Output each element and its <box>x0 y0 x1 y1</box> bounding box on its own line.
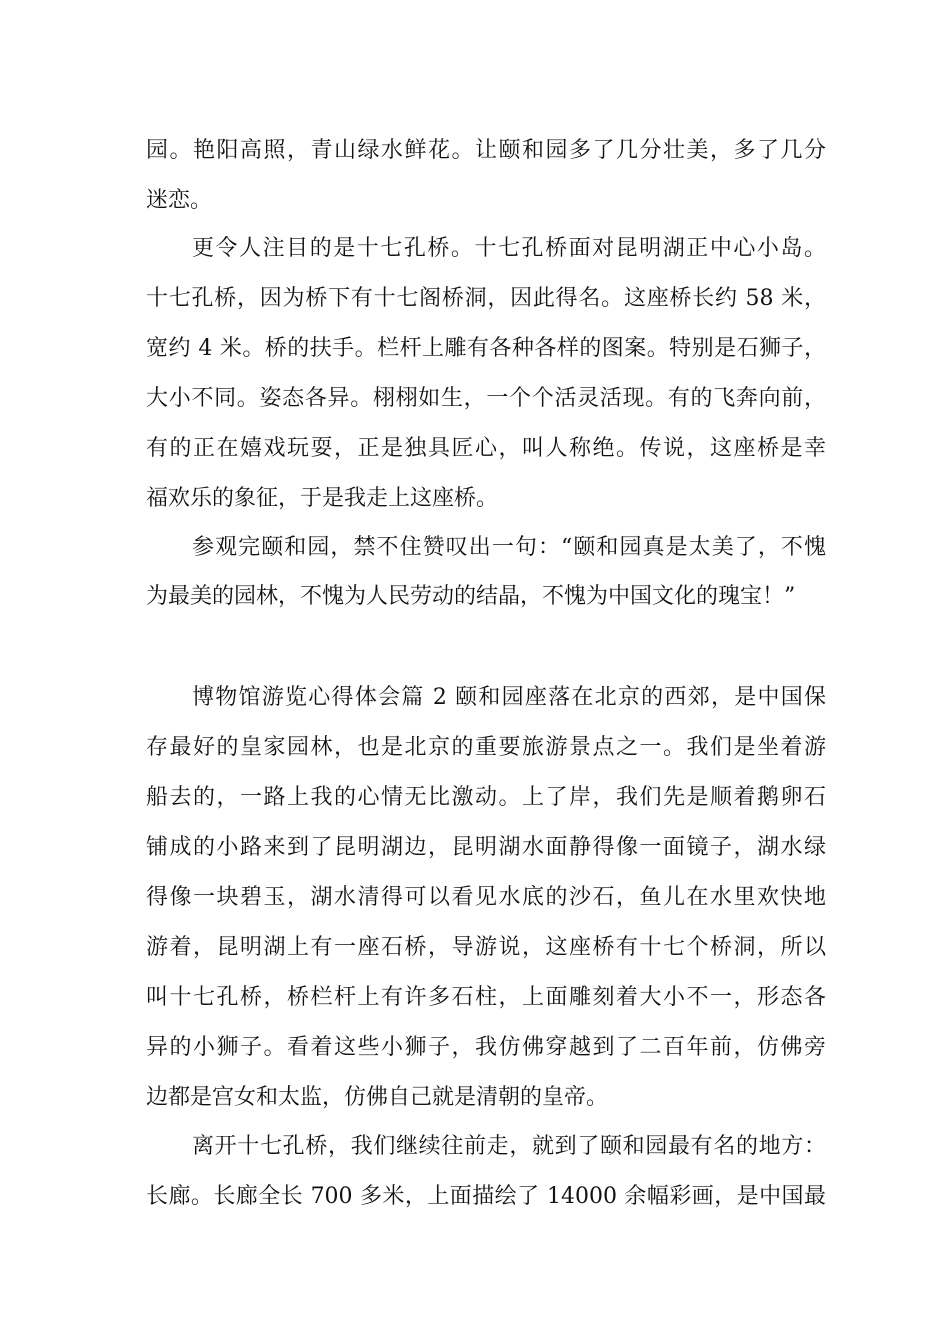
text-line: 存最好的皇家园林，也是北京的重要旅游景点之一。我们是坐着游 <box>146 735 826 760</box>
text-line: 得像一块碧玉，湖水清得可以看见水底的沙石，鱼儿在水里欢快地 <box>146 885 826 910</box>
text-line: 福欢乐的象征，于是我走上这座桥。 <box>146 486 499 511</box>
text-line: 参观完颐和园，禁不住赞叹出一句：“颐和园真是太美了，不愧 <box>192 535 826 560</box>
text-line: 边都是宫女和太监，仿佛自己就是清朝的皇帝。 <box>146 1085 609 1110</box>
text-line: 十七孔桥，因为桥下有十七阁桥洞，因此得名。这座桥长约 58 米， <box>146 286 826 311</box>
text-line: 船去的，一路上我的心情无比激动。上了岸，我们先是顺着鹅卵石 <box>146 785 826 810</box>
text-line: 为最美的园林，不愧为人民劳动的结晶，不愧为中国文化的瑰宝！” <box>146 584 796 609</box>
text-line: 有的正在嬉戏玩耍，正是独具匠心，叫人称绝。传说，这座桥是幸 <box>146 436 826 461</box>
text-line: 离开十七孔桥，我们继续往前走，就到了颐和园最有名的地方： <box>192 1134 826 1159</box>
text-line: 园。艳阳高照，青山绿水鲜花。让颐和园多了几分壮美，多了几分 <box>146 138 826 163</box>
text-line: 铺成的小路来到了昆明湖边，昆明湖水面静得像一面镜子，湖水绿 <box>146 835 826 860</box>
text-line: 迷恋。 <box>146 188 213 213</box>
text-line: 大小不同。姿态各异。栩栩如生，一个个活灵活现。有的飞奔向前， <box>146 386 826 411</box>
text-line: 博物馆游览心得体会篇 2 颐和园座落在北京的西郊，是中国保 <box>192 685 826 710</box>
text-line: 长廊。长廊全长 700 多米，上面描绘了 14000 余幅彩画，是中国最 <box>146 1184 826 1209</box>
text-line: 游着，昆明湖上有一座石桥，导游说，这座桥有十七个桥洞，所以 <box>146 935 826 960</box>
text-line: 叫十七孔桥，桥栏杆上有许多石柱，上面雕刻着大小不一，形态各 <box>146 985 826 1010</box>
text-line: 宽约 4 米。桥的扶手。栏杆上雕有各种各样的图案。特别是石狮子， <box>146 336 826 361</box>
text-line: 更令人注目的是十七孔桥。十七孔桥面对昆明湖正中心小岛。 <box>192 236 826 261</box>
text-line: 异的小狮子。看着这些小狮子，我仿佛穿越到了二百年前，仿佛旁 <box>146 1035 826 1060</box>
